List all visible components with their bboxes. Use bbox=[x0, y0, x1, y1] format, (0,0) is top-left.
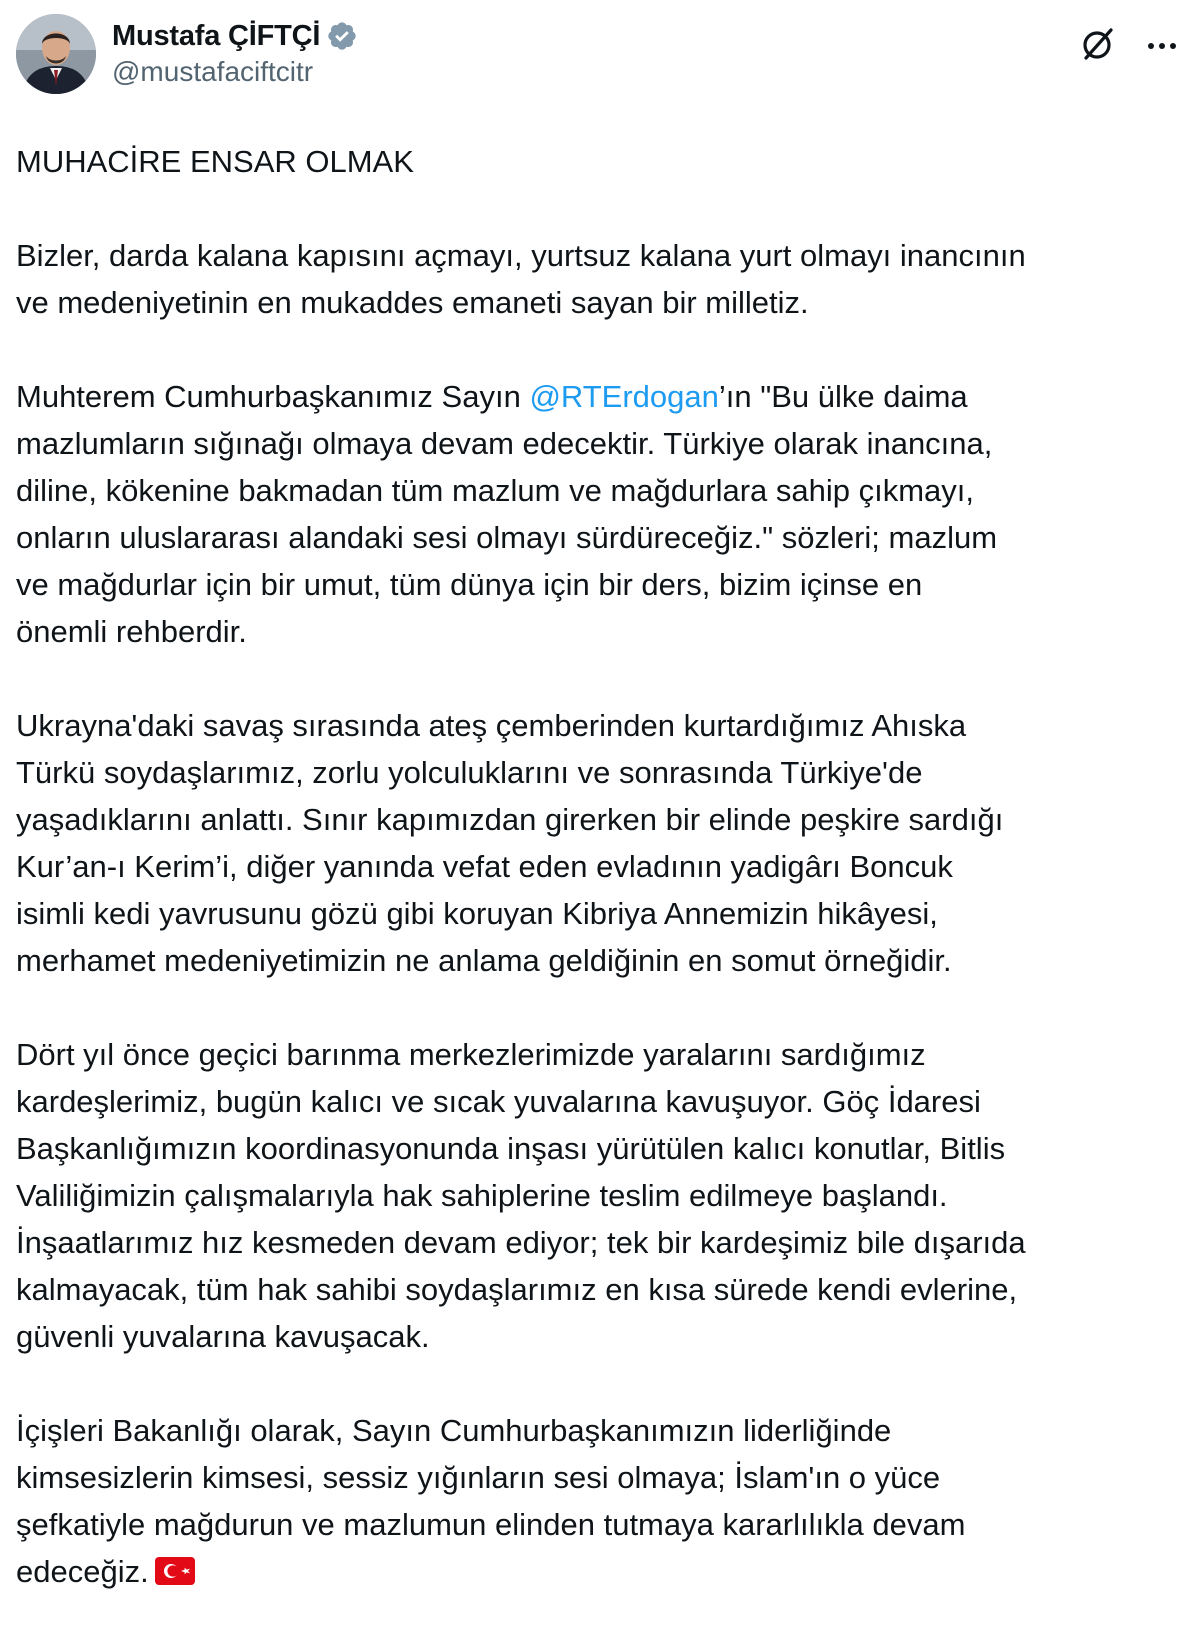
author-handle[interactable]: @mustafaciftcitr bbox=[112, 56, 314, 87]
paragraph-5-text: İçişleri Bakanlığı olarak, Sayın Cumhurbaşkanımızın liderliğinde kimsesizlerin kimsesi, sessiz yığınların sesi olmaya; İslam'ın o yüce şefkatiyle mağdurun ve mazlumun elinden tutmaya kararlılıkla devam edeceğiz. bbox=[16, 1413, 966, 1589]
tweet-header bbox=[16, 14, 1182, 98]
paragraph-2-rest: ’ın "Bu ülke daima mazlumların sığınağı olmaya devam edecektir. Türkiye olarak inancına, diline, kökenine bakmadan tüm mazlum ve mağdurlara sahip çıkmayı, onların uluslararası alandaki sesi olmayı sürdüreceğiz." sözleri; mazlum ve mağdurlar için bir umut, tüm dünya için bir ders, bizim içinse en önemli rehberdir. bbox=[16, 379, 998, 649]
name-row bbox=[112, 18, 358, 54]
header-actions bbox=[1078, 14, 1182, 64]
avatar-image bbox=[16, 14, 96, 94]
turkey-flag-icon bbox=[155, 1551, 195, 1579]
grok-icon[interactable] bbox=[1078, 24, 1118, 64]
paragraph-2 bbox=[16, 373, 1182, 655]
verified-badge-icon[interactable] bbox=[326, 20, 358, 52]
post-title: MUHACİRE ENSAR OLMAK bbox=[16, 144, 414, 179]
paragraph-4: Dört yıl önce geçici barınma merkezlerimizde yaralarını sardığımız kardeşlerimiz, bugün kalıcı ve sıcak yuvalarına kavuşuyor. Göç İdaresi Başkanlığımızın koordinasyonunda inşası yürütülen kalıcı konutlar, Bitlis Valiliğimizin çalışmalarıyla hak sahiplerine teslim edilmeye başlandı. İnşaatlarımız hız kesmeden devam ediyor; tek bir kardeşimiz bile dışarıda kalmayacak, tüm hak sahibi soydaşlarımız en kısa sürede kendi evlerine, güvenli yuvalarına kavuşacak. bbox=[16, 1037, 1026, 1354]
author-identity bbox=[112, 14, 358, 88]
mention-link[interactable]: @RTErdogan bbox=[529, 379, 719, 414]
paragraph-2-intro: Muhterem Cumhurbaşkanımız Sayın bbox=[16, 379, 530, 414]
more-horizontal-icon[interactable] bbox=[1142, 24, 1182, 64]
avatar[interactable] bbox=[16, 14, 96, 94]
tweet-text bbox=[16, 138, 1182, 1595]
paragraph-3: Ukrayna'daki savaş sırasında ateş çemberinden kurtardığımız Ahıska Türkü soydaşlarımız, zorlu yolculuklarını ve sonrasında Türkiye'de yaşadıklarını anlattı. Sınır kapımızdan girerken bir elinde peşkire sardığı Kur’an-ı Kerim’i, diğer yanında vefat eden evladının yadigârı Boncuk isimli kedi yavrusunu gözü gibi koruyan Kibriya Annemizin hikâyesi, merhamet medeniyetimizin ne anlama geldiğinin en somut örneğidir. bbox=[16, 708, 1004, 978]
paragraph-1: Bizler, darda kalana kapısını açmayı, yurtsuz kalana yurt olmayı inancının ve medeniyetinin en mukaddes emaneti sayan bir milletiz. bbox=[16, 238, 1026, 320]
paragraph-5 bbox=[16, 1407, 1182, 1595]
author-name[interactable]: Mustafa ÇİFTÇİ bbox=[112, 19, 321, 52]
